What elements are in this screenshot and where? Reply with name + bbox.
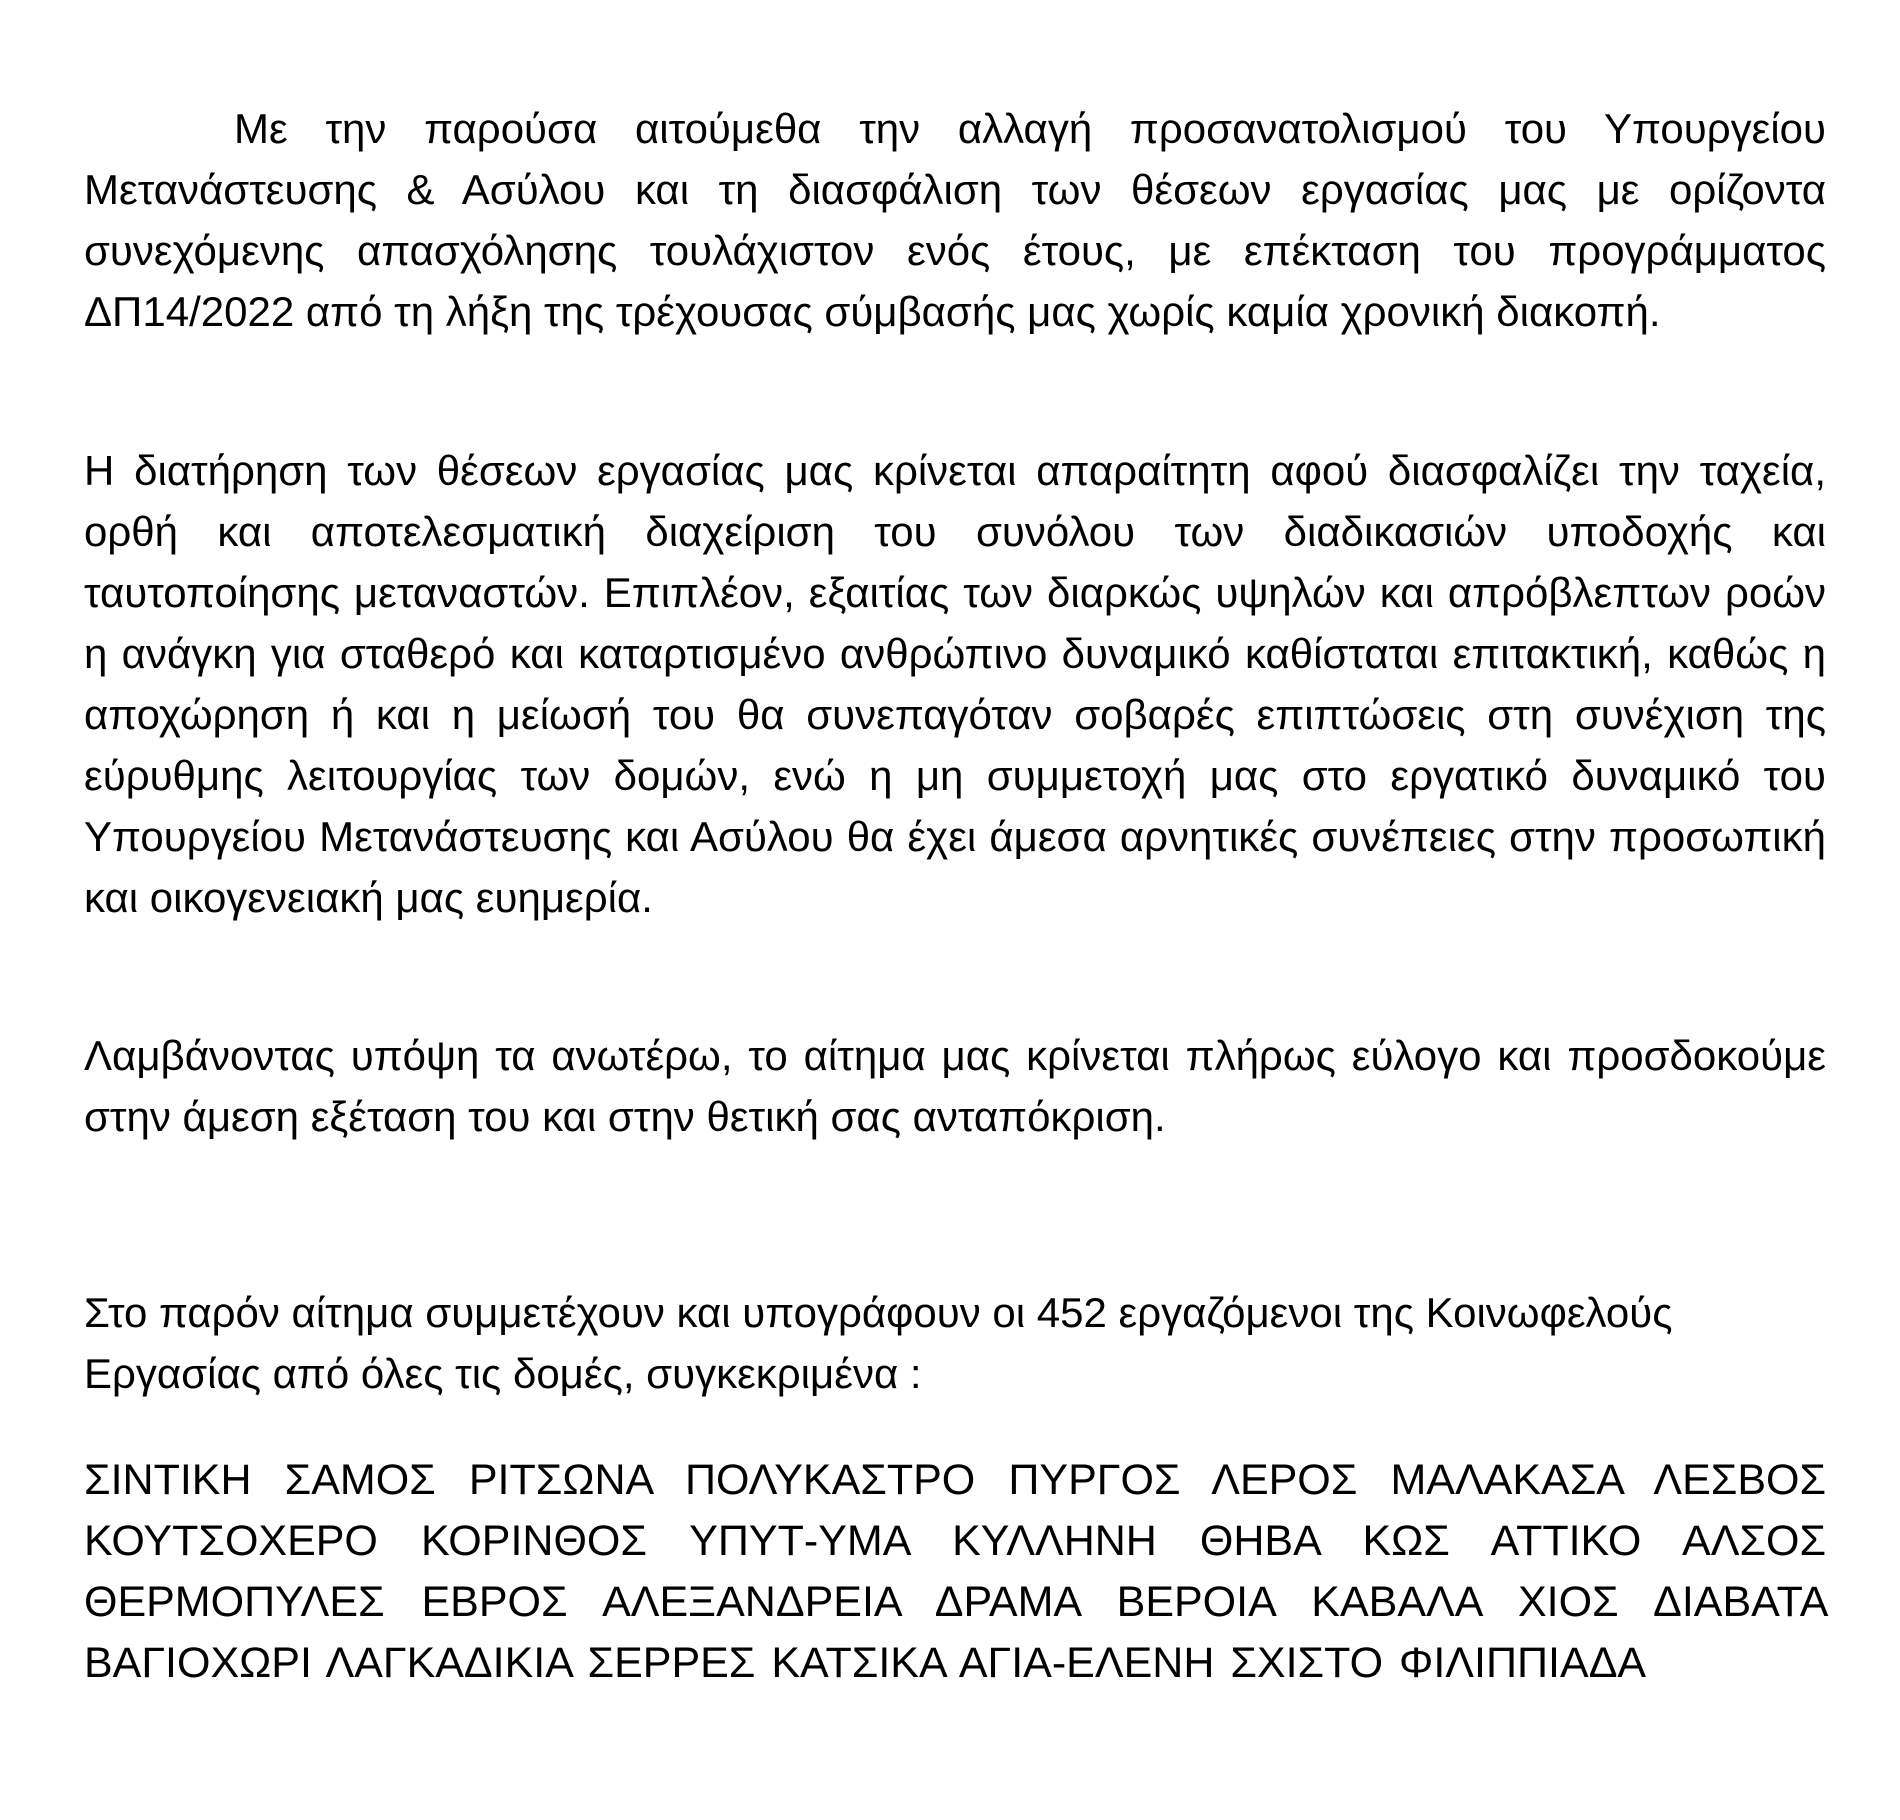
facility-name: ΧΙΟΣ (1517, 1578, 1619, 1626)
facility-name: ΡΙΤΣΩΝΑ (468, 1456, 652, 1504)
paragraph-request: Με την παρούσα αιτούμεθα την αλλαγή προσανατολισμού του Υπουργείου Μετανάστευσης & Ασύλου και τη διασφάλιση των θέσεων εργασίας μας με ορίζοντα συνεχόμενης απασχόλησης τουλάχιστον ενός έτους, με επέκταση του προγράμματος ΔΠ14/2022 από τη λήξη της τρέχουσας σύμβασής μας χωρίς καμία χρονική διακοπή. (84, 105, 1826, 335)
facility-name: ΕΒΡΟΣ (421, 1578, 568, 1626)
facility-name: ΛΕΡΟΣ (1211, 1456, 1358, 1504)
facility-name: ΑΓΙΑ-ΕΛΕΝΗ (958, 1639, 1215, 1687)
facility-name: ΠΥΡΓΟΣ (1008, 1456, 1181, 1504)
facility-name: ΣΑΜΟΣ (284, 1456, 436, 1504)
facility-name: ΛΕΣΒΟΣ (1653, 1456, 1827, 1504)
facility-name: ΠΟΛΥΚΑΣΤΡΟ (684, 1456, 976, 1504)
facility-name: ΑΤΤΙΚΟ ΑΛΣΟΣ (1490, 1517, 1827, 1565)
paragraph-conclusion: Λαμβάνοντας υπόψη τα ανωτέρω, το αίτημα μας κρίνεται πλήρως εύλογο και προσδοκούμε στην άμεση εξέταση του και στην θετική σας ανταπόκριση. (84, 1032, 1826, 1140)
facility-name: ΛΑΓΚΑΔΙΚΙΑ (325, 1639, 572, 1687)
paragraph-justification: Η διατήρηση των θέσεων εργασίας μας κρίνεται απαραίτητη αφού διασφαλίζει την ταχεία, ορθή και αποτελεσματική διαχείριση του συνόλου των διαδικασιών υποδοχής και ταυτοποίησης μεταναστών. Επιπλέον, εξαιτίας των διαρκώς υψηλών και απρόβλεπτων ροών η ανάγκη για σταθερό και καταρτισμένο ανθρώπινο δυναμικό καθίσταται επιτακτική, καθώς η αποχώρηση ή και η μείωσή του θα συνεπαγόταν σοβαρές επιπτώσεις στη συνέχιση της εύρυθμης λειτουργίας των δομών, ενώ η μη συμμετοχή μας στο εργατικό δυναμικό του Υπουργείου Μετανάστευσης και Ασύλου θα έχει άμεσα αρνητικές συνέπειες στην προσωπική και οικογενειακή μας ευημερία. (84, 447, 1826, 921)
facility-name: ΣΙΝΤΙΚΗ (84, 1456, 252, 1504)
facility-name: ΜΑΛΑΚΑΣΑ (1390, 1456, 1623, 1504)
facility-name: ΣΕΡΡΕΣ (587, 1639, 756, 1687)
facility-name: ΚΟΥΤΣΟΧΕΡΟ (84, 1517, 378, 1565)
facility-name: ΥΠΥΤ-ΥΜΑ (689, 1517, 910, 1565)
paragraph-signatories: Στο παρόν αίτημα συμμετέχουν και υπογράφουν οι 452 εργαζόμενοι της Κοινωφελούς Εργασίας από όλες τις δομές, συγκεκριμένα : (84, 1289, 1673, 1397)
facility-name: ΘΕΡΜΟΠΥΛΕΣ (84, 1578, 385, 1626)
facility-name: ΚΑΤΣΙΚΑ (771, 1639, 946, 1687)
facility-name: ΦΙΛΙΠΠΙΑΔΑ (1399, 1639, 1647, 1687)
facility-name: ΣΧΙΣΤΟ (1230, 1639, 1384, 1687)
facility-name: ΔΙΑΒΑΤΑ (1653, 1578, 1827, 1626)
facility-name: ΑΛΕΞΑΝΔΡΕΙΑ (602, 1578, 901, 1626)
facility-name: ΚΟΡΙΝΘΟΣ (420, 1517, 647, 1565)
facility-name: ΒΕΡΟΙΑ (1116, 1578, 1275, 1626)
facility-name: ΘΗΒΑ (1199, 1517, 1320, 1565)
facility-name: ΒΑΓΙΟΧΩΡΙ (84, 1639, 312, 1687)
facility-list (84, 1450, 1826, 1694)
facility-name: ΚΥΛΛΗΝΗ (952, 1517, 1157, 1565)
facility-name: ΚΑΒΑΛΑ (1311, 1578, 1482, 1626)
facility-name: ΚΩΣ (1362, 1517, 1450, 1565)
facility-name: ΔΡΑΜΑ (934, 1578, 1080, 1626)
